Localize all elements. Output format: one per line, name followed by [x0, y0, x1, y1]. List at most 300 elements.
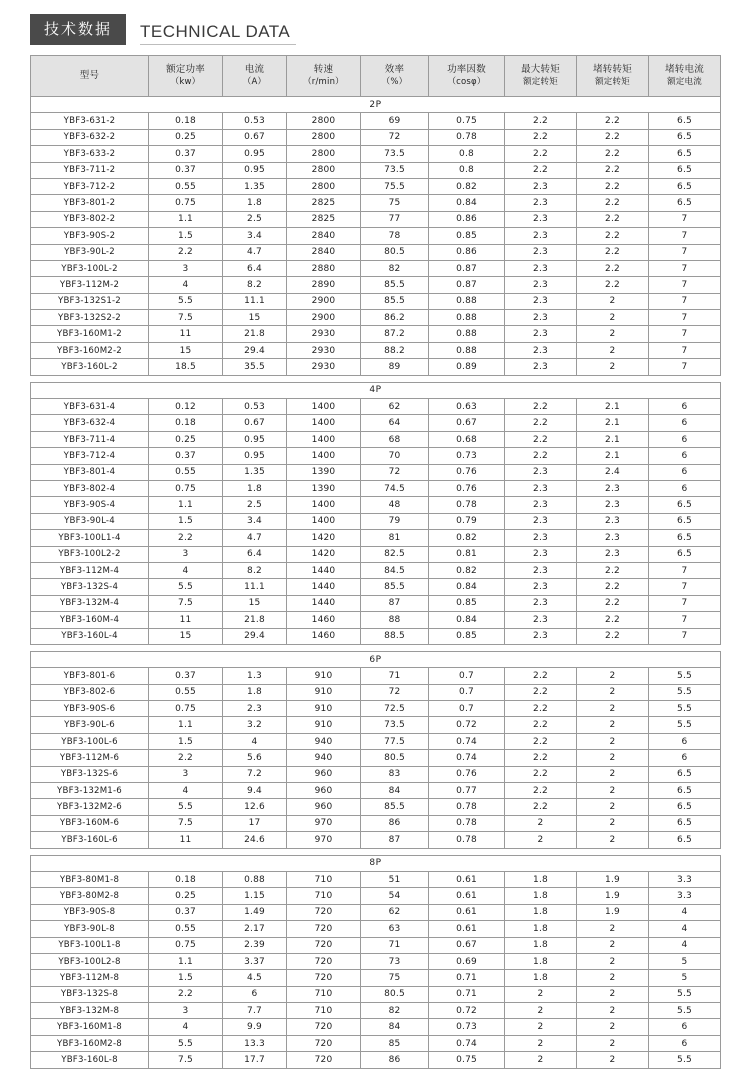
table-row	[31, 1019, 721, 1035]
table-cell: 0.71	[429, 970, 505, 986]
table-cell: 2.2	[505, 783, 577, 799]
table-cell: 8.2	[223, 562, 287, 578]
column-header-7	[577, 56, 649, 97]
table-cell: 0.95	[223, 146, 287, 162]
table-cell: 0.55	[149, 178, 223, 194]
table-cell: 1.5	[149, 228, 223, 244]
table-cell: 0.85	[429, 595, 505, 611]
table-cell: 0.74	[429, 1035, 505, 1051]
table-cell: 5.5	[149, 1035, 223, 1051]
table-row	[31, 431, 721, 447]
table-cell: 2.3	[577, 480, 649, 496]
table-cell: 7	[649, 562, 721, 578]
column-header-label: 电流	[244, 63, 265, 75]
table-cell: 3	[149, 546, 223, 562]
cell-model: YBF3-802-4	[31, 480, 149, 496]
table-cell: 2	[505, 1052, 577, 1068]
table-cell: 8.2	[223, 277, 287, 293]
table-cell: 7	[649, 612, 721, 628]
table-row	[31, 1052, 721, 1068]
column-header-label: 额定功率	[166, 63, 205, 75]
table-cell: 720	[287, 953, 361, 969]
table-cell: 7	[649, 277, 721, 293]
table-cell: 2	[577, 921, 649, 937]
table-cell: 1.9	[577, 904, 649, 920]
table-cell: 12.6	[223, 799, 287, 815]
column-header-5	[429, 56, 505, 97]
table-cell: 6.5	[649, 178, 721, 194]
table-cell: 2.3	[505, 244, 577, 260]
table-cell: 80.5	[361, 750, 429, 766]
table-cell: 6.5	[649, 129, 721, 145]
table-cell: 3.4	[223, 228, 287, 244]
table-cell: 4.7	[223, 530, 287, 546]
table-cell: 1440	[287, 562, 361, 578]
table-header	[31, 56, 721, 97]
table-row	[31, 733, 721, 749]
table-cell: 2880	[287, 260, 361, 276]
table-cell: 79	[361, 513, 429, 529]
table-cell: 62	[361, 904, 429, 920]
table-cell: 2840	[287, 228, 361, 244]
table-cell: 2800	[287, 146, 361, 162]
table-cell: 0.25	[149, 431, 223, 447]
table-cell: 4	[649, 937, 721, 953]
table-cell: 0.84	[429, 195, 505, 211]
cell-model: YBF3-160L-2	[31, 359, 149, 375]
table-cell: 2	[577, 1003, 649, 1019]
table-cell: 2.3	[505, 359, 577, 375]
column-header-label: 转速	[313, 63, 334, 75]
table-row	[31, 415, 721, 431]
table-cell: 75.5	[361, 178, 429, 194]
table-cell: 2800	[287, 129, 361, 145]
cell-model: YBF3-160L-8	[31, 1052, 149, 1068]
cell-model: YBF3-100L1-4	[31, 530, 149, 546]
table-cell: 11.1	[223, 293, 287, 309]
table-cell: 71	[361, 937, 429, 953]
table-cell: 82	[361, 1003, 429, 1019]
table-cell: 70	[361, 448, 429, 464]
table-cell: 7	[649, 359, 721, 375]
table-cell: 85.5	[361, 277, 429, 293]
table-cell: 2.5	[223, 211, 287, 227]
table-cell: 0.75	[149, 701, 223, 717]
table-cell: 2.2	[149, 530, 223, 546]
table-cell: 9.9	[223, 1019, 287, 1035]
table-row	[31, 888, 721, 904]
table-cell: 0.18	[149, 113, 223, 129]
table-cell: 84.5	[361, 562, 429, 578]
table-cell: 1.1	[149, 497, 223, 513]
table-cell: 2.1	[577, 399, 649, 415]
table-cell: 86	[361, 1052, 429, 1068]
table-cell: 63	[361, 921, 429, 937]
table-cell: 0.86	[429, 211, 505, 227]
table-cell: 86	[361, 815, 429, 831]
table-cell: 4	[649, 921, 721, 937]
table-cell: 0.82	[429, 178, 505, 194]
table-cell: 0.53	[223, 113, 287, 129]
table-cell: 6	[649, 415, 721, 431]
table-cell: 7	[649, 310, 721, 326]
table-cell: 3.2	[223, 717, 287, 733]
table-cell: 6	[649, 750, 721, 766]
table-cell: 2.2	[577, 228, 649, 244]
table-cell: 710	[287, 986, 361, 1002]
table-cell: 0.37	[149, 162, 223, 178]
column-header-8	[649, 56, 721, 97]
table-cell: 1.1	[149, 717, 223, 733]
table-row	[31, 970, 721, 986]
table-cell: 0.37	[149, 146, 223, 162]
table-cell: 0.88	[429, 342, 505, 358]
table-cell: 75	[361, 970, 429, 986]
table-cell: 6.4	[223, 260, 287, 276]
table-row	[31, 986, 721, 1002]
table-cell: 0.78	[429, 832, 505, 848]
table-cell: 72	[361, 464, 429, 480]
table-cell: 0.74	[429, 733, 505, 749]
table-cell: 2.2	[577, 562, 649, 578]
table-cell: 2930	[287, 359, 361, 375]
table-cell: 24.6	[223, 832, 287, 848]
pole-group-label: 2P	[31, 97, 721, 113]
table-cell: 0.84	[429, 579, 505, 595]
table-row	[31, 937, 721, 953]
table-cell: 0.75	[429, 1052, 505, 1068]
table-cell: 2.2	[577, 244, 649, 260]
table-cell: 2.2	[505, 701, 577, 717]
cell-model: YBF3-632-4	[31, 415, 149, 431]
table-cell: 5.5	[149, 799, 223, 815]
table-cell: 2930	[287, 326, 361, 342]
table-cell: 5.5	[149, 293, 223, 309]
cell-model: YBF3-100L-6	[31, 733, 149, 749]
table-cell: 2900	[287, 310, 361, 326]
table-cell: 2	[577, 783, 649, 799]
table-header-row	[31, 56, 721, 97]
column-header-label: 堵转电流	[665, 63, 704, 75]
table-row	[31, 178, 721, 194]
table-row	[31, 310, 721, 326]
cell-model: YBF3-160M-6	[31, 815, 149, 831]
column-header-3	[287, 56, 361, 97]
table-cell: 4	[649, 904, 721, 920]
group-spacer-cell	[31, 644, 721, 651]
table-cell: 6	[223, 986, 287, 1002]
cell-model: YBF3-160M2-2	[31, 342, 149, 358]
table-cell: 2.4	[577, 464, 649, 480]
table-row	[31, 293, 721, 309]
table-cell: 0.75	[429, 113, 505, 129]
table-cell: 5.5	[649, 717, 721, 733]
table-row	[31, 701, 721, 717]
table-cell: 0.7	[429, 668, 505, 684]
table-cell: 0.55	[149, 684, 223, 700]
table-cell: 910	[287, 701, 361, 717]
table-cell: 0.76	[429, 766, 505, 782]
table-row	[31, 326, 721, 342]
table-row	[31, 783, 721, 799]
table-cell: 2890	[287, 277, 361, 293]
table-cell: 0.61	[429, 888, 505, 904]
table-cell: 6	[649, 733, 721, 749]
table-cell: 2.3	[223, 701, 287, 717]
table-cell: 6.5	[649, 497, 721, 513]
table-cell: 62	[361, 399, 429, 415]
cell-model: YBF3-90S-6	[31, 701, 149, 717]
cell-model: YBF3-100L2-8	[31, 953, 149, 969]
table-cell: 2.2	[577, 195, 649, 211]
table-cell: 2	[505, 986, 577, 1002]
cell-model: YBF3-100L1-8	[31, 937, 149, 953]
table-cell: 2.3	[505, 579, 577, 595]
table-cell: 2	[577, 684, 649, 700]
table-cell: 0.85	[429, 628, 505, 644]
table-cell: 970	[287, 815, 361, 831]
table-cell: 0.71	[429, 986, 505, 1002]
table-row	[31, 513, 721, 529]
cell-model: YBF3-802-2	[31, 211, 149, 227]
table-cell: 9.4	[223, 783, 287, 799]
column-header-unit: （kw）	[170, 76, 201, 87]
table-cell: 0.78	[429, 497, 505, 513]
cell-model: YBF3-112M-8	[31, 970, 149, 986]
table-cell: 2.3	[505, 530, 577, 546]
table-cell: 2.1	[577, 415, 649, 431]
table-cell: 82	[361, 260, 429, 276]
table-cell: 2.3	[505, 293, 577, 309]
column-header-0	[31, 56, 149, 97]
table-cell: 29.4	[223, 628, 287, 644]
table-cell: 6.5	[649, 546, 721, 562]
column-header-label: 堵转转矩	[593, 63, 632, 75]
table-cell: 2.2	[577, 211, 649, 227]
table-cell: 2.2	[505, 448, 577, 464]
table-cell: 2.2	[577, 178, 649, 194]
table-cell: 5.5	[649, 986, 721, 1002]
pole-group-header	[31, 651, 721, 667]
group-spacer-cell	[31, 848, 721, 855]
table-cell: 910	[287, 717, 361, 733]
table-cell: 85.5	[361, 579, 429, 595]
table-cell: 0.75	[149, 937, 223, 953]
table-row	[31, 195, 721, 211]
table-cell: 1.5	[149, 513, 223, 529]
cell-model: YBF3-633-2	[31, 146, 149, 162]
table-cell: 2	[577, 717, 649, 733]
column-header-4	[361, 56, 429, 97]
table-cell: 64	[361, 415, 429, 431]
table-cell: 4	[149, 1019, 223, 1035]
cell-model: YBF3-711-2	[31, 162, 149, 178]
column-header-unit: （%）	[381, 76, 408, 87]
table-cell: 6	[649, 1019, 721, 1035]
table-cell: 2.5	[223, 497, 287, 513]
table-cell: 1400	[287, 415, 361, 431]
table-cell: 2.2	[577, 595, 649, 611]
table-cell: 2	[505, 1003, 577, 1019]
table-row	[31, 579, 721, 595]
table-cell: 7	[649, 260, 721, 276]
table-row	[31, 342, 721, 358]
cell-model: YBF3-801-6	[31, 668, 149, 684]
cell-model: YBF3-132S2-2	[31, 310, 149, 326]
table-cell: 1.5	[149, 733, 223, 749]
table-row	[31, 684, 721, 700]
table-cell: 2.3	[505, 595, 577, 611]
table-cell: 2.3	[505, 195, 577, 211]
table-cell: 2.2	[149, 750, 223, 766]
table-cell: 1.8	[223, 195, 287, 211]
table-cell: 0.8	[429, 146, 505, 162]
column-header-unit: 额定转矩	[523, 76, 558, 87]
table-cell: 2	[505, 1035, 577, 1051]
table-cell: 2.1	[577, 448, 649, 464]
cell-model: YBF3-160M2-8	[31, 1035, 149, 1051]
table-cell: 6	[649, 464, 721, 480]
table-cell: 2.2	[505, 146, 577, 162]
table-cell: 2	[577, 750, 649, 766]
table-row	[31, 1035, 721, 1051]
table-cell: 5.5	[649, 684, 721, 700]
table-cell: 710	[287, 871, 361, 887]
table-cell: 7.5	[149, 310, 223, 326]
column-header-label: 最大转矩	[521, 63, 560, 75]
table-cell: 2.2	[577, 129, 649, 145]
cell-model: YBF3-90S-4	[31, 497, 149, 513]
column-header-unit: 额定转矩	[595, 76, 630, 87]
cell-model: YBF3-90S-8	[31, 904, 149, 920]
table-cell: 4	[149, 277, 223, 293]
table-cell: 6	[649, 399, 721, 415]
table-cell: 83	[361, 766, 429, 782]
table-row	[31, 546, 721, 562]
table-cell: 6.5	[649, 146, 721, 162]
table-cell: 0.67	[429, 937, 505, 953]
cell-model: YBF3-132S-8	[31, 986, 149, 1002]
table-cell: 2840	[287, 244, 361, 260]
table-cell: 720	[287, 937, 361, 953]
table-cell: 29.4	[223, 342, 287, 358]
table-row	[31, 717, 721, 733]
table-cell: 710	[287, 888, 361, 904]
table-cell: 2800	[287, 162, 361, 178]
table-cell: 68	[361, 431, 429, 447]
table-cell: 21.8	[223, 612, 287, 628]
table-cell: 6.5	[649, 766, 721, 782]
table-cell: 1.9	[577, 871, 649, 887]
table-cell: 2.3	[505, 178, 577, 194]
pole-group-label: 6P	[31, 651, 721, 667]
column-header-unit: 额定电流	[667, 76, 702, 87]
table-cell: 0.72	[429, 717, 505, 733]
table-cell: 2.2	[505, 750, 577, 766]
table-cell: 0.85	[429, 228, 505, 244]
table-cell: 73.5	[361, 162, 429, 178]
page-title-cn: 技术数据	[30, 14, 126, 45]
cell-model: YBF3-712-4	[31, 448, 149, 464]
table-cell: 6.5	[649, 113, 721, 129]
table-cell: 2.3	[505, 464, 577, 480]
table-cell: 0.68	[429, 431, 505, 447]
pole-group-label: 8P	[31, 855, 721, 871]
table-cell: 2.2	[505, 113, 577, 129]
table-cell: 0.67	[429, 415, 505, 431]
table-cell: 2.2	[577, 277, 649, 293]
table-cell: 1.3	[223, 668, 287, 684]
table-cell: 80.5	[361, 986, 429, 1002]
table-row	[31, 921, 721, 937]
table-cell: 1.8	[505, 888, 577, 904]
table-cell: 2.3	[577, 546, 649, 562]
table-cell: 1420	[287, 530, 361, 546]
table-cell: 6.5	[649, 832, 721, 848]
table-cell: 84	[361, 1019, 429, 1035]
table-cell: 2900	[287, 293, 361, 309]
table-cell: 2	[577, 766, 649, 782]
table-cell: 910	[287, 668, 361, 684]
column-header-unit: （r/min）	[303, 76, 344, 87]
table-cell: 2800	[287, 178, 361, 194]
cell-model: YBF3-631-2	[31, 113, 149, 129]
table-cell: 940	[287, 733, 361, 749]
cell-model: YBF3-132M-4	[31, 595, 149, 611]
table-cell: 2.1	[577, 431, 649, 447]
table-cell: 2	[505, 832, 577, 848]
table-cell: 72	[361, 129, 429, 145]
table-cell: 2	[505, 815, 577, 831]
table-cell: 2.3	[577, 497, 649, 513]
table-cell: 1.49	[223, 904, 287, 920]
table-cell: 2.3	[505, 612, 577, 628]
table-row	[31, 562, 721, 578]
table-cell: 7.5	[149, 1052, 223, 1068]
cell-model: YBF3-160M1-8	[31, 1019, 149, 1035]
table-cell: 1.8	[223, 684, 287, 700]
table-cell: 1.8	[505, 937, 577, 953]
table-cell: 0.95	[223, 162, 287, 178]
table-cell: 960	[287, 766, 361, 782]
table-cell: 960	[287, 799, 361, 815]
table-cell: 0.37	[149, 904, 223, 920]
table-cell: 0.79	[429, 513, 505, 529]
table-cell: 0.78	[429, 129, 505, 145]
table-cell: 0.25	[149, 888, 223, 904]
table-cell: 6	[649, 480, 721, 496]
cell-model: YBF3-90L-4	[31, 513, 149, 529]
column-header-label: 功率因数	[447, 63, 486, 75]
table-cell: 0.63	[429, 399, 505, 415]
table-row	[31, 228, 721, 244]
table-body	[31, 97, 721, 1069]
table-row	[31, 904, 721, 920]
table-cell: 2.2	[505, 129, 577, 145]
table-cell: 1400	[287, 497, 361, 513]
cell-model: YBF3-112M-6	[31, 750, 149, 766]
table-row	[31, 832, 721, 848]
table-cell: 11	[149, 612, 223, 628]
cell-model: YBF3-132S-4	[31, 579, 149, 595]
table-cell: 0.82	[429, 562, 505, 578]
table-cell: 4.5	[223, 970, 287, 986]
table-cell: 0.82	[429, 530, 505, 546]
table-cell: 720	[287, 1035, 361, 1051]
table-cell: 2.2	[505, 431, 577, 447]
cell-model: YBF3-90L-6	[31, 717, 149, 733]
table-row	[31, 113, 721, 129]
